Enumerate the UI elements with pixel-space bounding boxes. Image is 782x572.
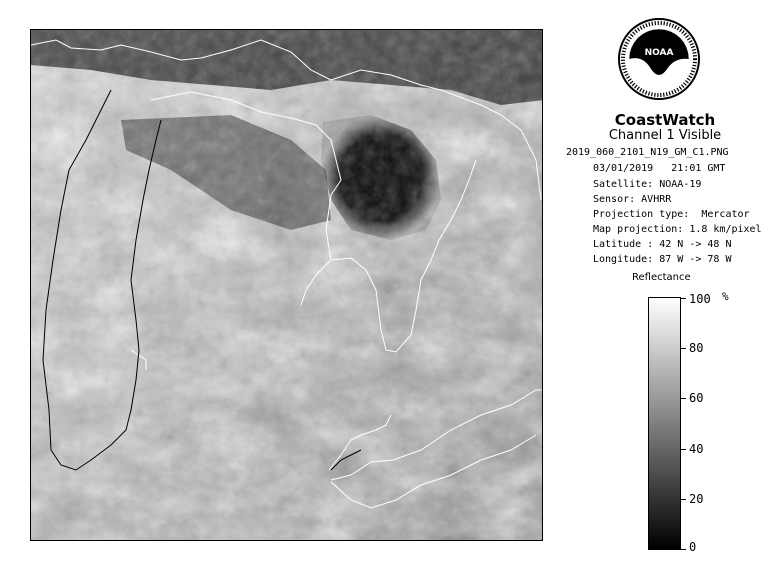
file-name: 2019_060_2101_N19_GM_C1.PNG: [566, 147, 729, 158]
meta-sensor: Sensor: AVHRR: [593, 194, 672, 205]
tick-label-100: 100: [689, 292, 711, 306]
tick-label-60: 60: [689, 391, 704, 405]
meta-satellite: Satellite: NOAA-19: [593, 179, 702, 190]
noaa-logo: [617, 17, 701, 101]
tick-80: [680, 348, 686, 349]
tick-label-80: 80: [689, 341, 704, 355]
tick-60: [680, 398, 686, 399]
meta-map-projection: Map projection: 1.8 km/pixel: [593, 224, 762, 235]
tick-label-0: 0: [689, 540, 697, 554]
tick-20: [680, 499, 686, 500]
tick-label-20: 20: [689, 492, 704, 506]
meta-longitude: Longitude: 87 W -> 78 W: [593, 254, 732, 265]
meta-latitude: Latitude : 42 N -> 48 N: [593, 239, 732, 250]
fine-grain: [31, 30, 543, 541]
tick-label-40: 40: [689, 442, 704, 456]
channel-label: Channel 1 Visible: [608, 128, 722, 143]
product-title: CoastWatch: [614, 111, 716, 129]
satellite-image-svg: [31, 30, 543, 541]
satellite-image: [30, 29, 543, 541]
logo-text: NOAA: [644, 48, 674, 58]
reflectance-colorbar: [648, 297, 681, 550]
tick-40: [680, 449, 686, 450]
tick-0: [680, 549, 686, 550]
noaa-logo-svg: [617, 17, 701, 101]
meta-date-time: 03/01/2019 21:01 GMT: [593, 163, 726, 174]
legend-unit: %: [722, 290, 729, 303]
meta-projection-type: Projection type: Mercator: [593, 209, 750, 220]
tick-100: [680, 298, 686, 299]
legend-title: Reflectance: [632, 272, 691, 283]
